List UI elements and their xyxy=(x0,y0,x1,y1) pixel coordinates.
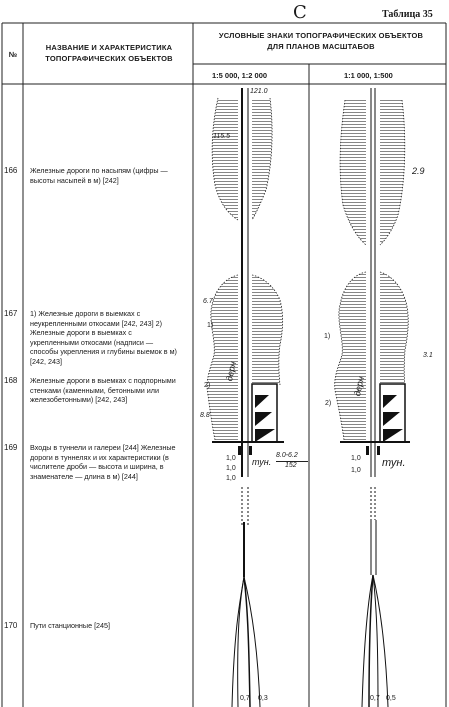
cut-symbol-right xyxy=(335,272,410,442)
railway-line-left xyxy=(242,88,248,525)
dimension-left-1: 1,0 xyxy=(226,455,236,462)
cut-depth-left: 6.7 xyxy=(203,298,213,305)
header-name: НАЗВАНИЕ И ХАРАКТЕРИСТИКА ТОПОГРАФИЧЕСКИХ ОБЪЕКТОВ xyxy=(45,43,173,63)
tunnel-numerator: 8.0-6.2 xyxy=(276,452,298,459)
station-left-a: 0,7 xyxy=(240,695,250,702)
marker-2-left: 2) xyxy=(204,382,211,389)
dimension-left-2: 1,0 xyxy=(226,465,236,472)
dimension-right-1: 1,0 xyxy=(351,455,361,462)
height-label-top: 121.0 xyxy=(250,88,268,95)
turf-label-left: дерн xyxy=(224,360,238,383)
tunnel-label-left: тун. xyxy=(252,457,272,467)
scale-left: 1:5 000, 1:2 000 xyxy=(212,71,268,80)
table-caption: Таблица 35 xyxy=(382,9,433,20)
tunnel-label-right: тун. xyxy=(382,457,406,469)
marker-1-left: 1) xyxy=(207,322,214,329)
height-label-right: 2.9 xyxy=(412,166,425,176)
row-text-167: 1) Железные дороги в выемках с неукрепленными откосами [242, 243] 2) Железные дороги в выемках с укрепленными откосами (надписи — способы укрепления и глубины выемок в м) [242, 243] xyxy=(30,309,177,366)
handwritten-mark: C xyxy=(293,2,307,23)
embankment-symbol-right xyxy=(340,100,405,245)
row-number-167: 167 xyxy=(4,309,18,318)
turf-label-right: дерн xyxy=(352,375,366,398)
scale-right: 1:1 000, 1:500 xyxy=(344,71,393,80)
marker-1-right: 1) xyxy=(324,333,331,340)
marker-2-right: 2) xyxy=(325,400,332,407)
tunnel-denominator: 152 xyxy=(285,462,297,469)
wall-depth-left: 8.8 xyxy=(200,412,210,419)
station-tracks-left xyxy=(232,522,260,707)
header-symbols: УСЛОВНЫЕ ЗНАКИ ТОПОГРАФИЧЕСКИХ ОБЪЕКТОВ ДЛЯ ПЛАНОВ МАСШТАБОВ xyxy=(218,31,424,51)
row-number-169: 169 xyxy=(4,443,18,452)
tunnel-entrance-right xyxy=(366,446,380,455)
row-number-170: 170 xyxy=(4,621,18,630)
station-right-b: 0,5 xyxy=(386,695,396,702)
cut-symbol-left xyxy=(207,275,284,442)
row-number-168: 168 xyxy=(4,376,18,385)
station-left-b: 0,3 xyxy=(258,695,268,702)
row-text-169: Входы в туннели и галереи [244] Железные дороги в туннелях и их характеристики (в числителе дроби — высота и ширина, в знаменателе — длина в м) [244] xyxy=(30,443,176,481)
row-text-168: Железные дороги в выемках с подпорными стенками (каменными, бетонными или железобетонными) [242, 243] xyxy=(30,376,176,404)
tunnel-entrance-left xyxy=(238,446,252,455)
height-label-left: 115.5 xyxy=(213,133,230,140)
row-text-170: Пути станционные [245] xyxy=(30,621,111,630)
row-text-166: Железные дороги по насыпям (цифры — высоты насыпей в м) [242] xyxy=(30,166,168,185)
station-tracks-right xyxy=(362,520,388,707)
cut-depth-right: 3.1 xyxy=(423,352,433,359)
dimension-right-2: 1,0 xyxy=(351,467,361,474)
station-right-a: 0,7 xyxy=(370,695,380,702)
dimension-left-3: 1,0 xyxy=(226,475,236,482)
railway-line-right xyxy=(371,88,375,520)
row-number-166: 166 xyxy=(4,166,18,175)
header-number: № xyxy=(8,50,18,59)
